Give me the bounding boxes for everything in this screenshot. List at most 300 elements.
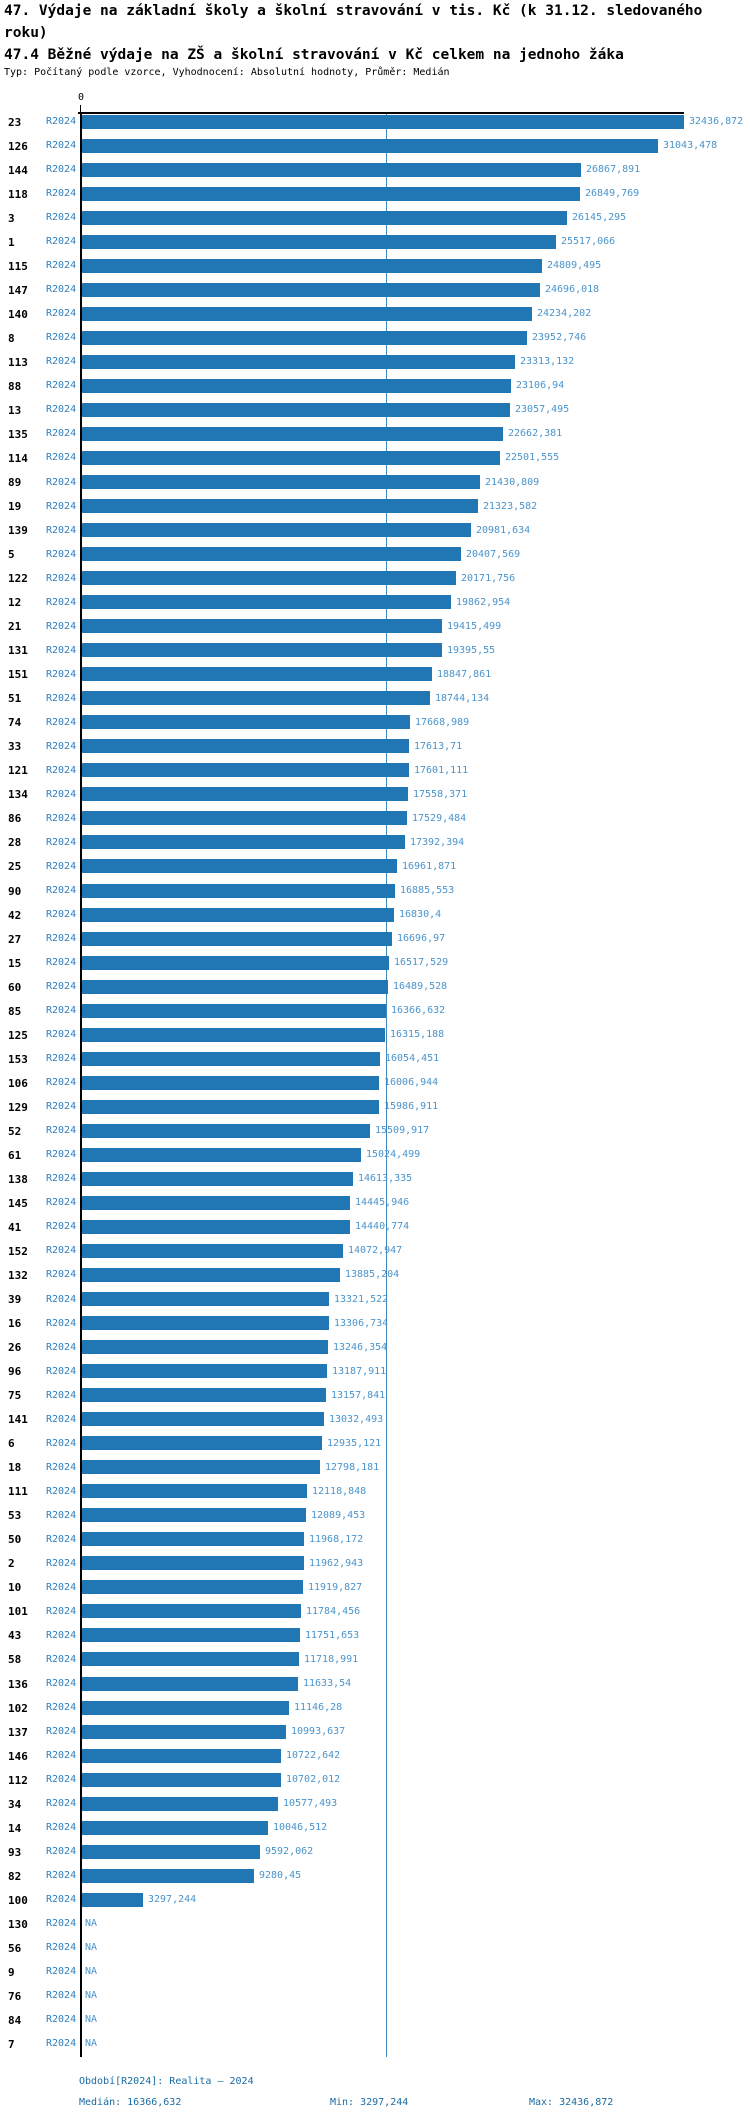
row-value-label: 18847,861 [437,668,492,680]
row-period-label: R2024 [46,404,77,416]
row-bar [82,595,451,609]
row-period-label: R2024 [46,1173,77,1185]
row-bar [82,739,409,753]
row-period-label: R2024 [46,572,77,584]
row-bar [82,187,580,201]
row-period-label: R2024 [46,1293,77,1305]
chart-row [0,1773,750,1787]
row-period-label: R2024 [46,1918,77,1930]
row-period-label: R2024 [46,909,77,920]
chart-row [0,427,750,441]
chart-row [0,1196,750,1210]
row-bar [82,1532,304,1546]
row-value-label: 16885,553 [400,885,455,896]
row-period-label: R2024 [46,500,77,512]
row-period-label: R2024 [46,1461,77,1473]
row-value-label: 23057,495 [515,404,570,416]
chart-row [0,691,750,705]
chart-row [0,859,750,873]
row-value-label: 24809,495 [547,260,602,272]
row-id-label: 144 [8,163,28,177]
row-bar [82,908,394,922]
row-id-label: 43 [8,1629,22,1643]
row-id-label: 90 [8,884,22,898]
row-value-label: 17558,371 [413,788,468,800]
row-id-label: 106 [8,1076,28,1090]
footer-period: Období[R2024]: Realita – 2024 [79,2076,254,2087]
row-id-label: 39 [8,1293,22,1306]
row-period-label: R2024 [46,548,77,560]
chart-row [0,884,750,898]
row-bar [82,1508,306,1522]
row-period-label: R2024 [46,788,77,800]
row-period-label: R2024 [46,1341,77,1353]
row-bar [82,1004,386,1018]
row-id-label: 25 [8,860,22,874]
row-id-label: 82 [8,1869,22,1883]
row-bar [82,355,515,369]
row-id-label: 9 [8,1965,15,1979]
row-bar [82,1028,385,1042]
row-value-label: 21323,582 [483,500,538,512]
chart-row [0,1484,750,1498]
row-bar [82,619,442,633]
row-bar [82,1220,350,1234]
chart-row [0,139,750,153]
row-bar [82,763,409,777]
row-value-label: 14072,947 [348,1245,403,1257]
row-period-label: R2024 [46,1125,77,1137]
chart-row [0,1749,750,1763]
row-period-label: R2024 [46,620,77,632]
chart-row [0,1580,750,1594]
row-id-label: 10 [8,1581,22,1595]
row-bar [82,139,658,153]
row-value-label: 15024,499 [366,1149,421,1161]
row-period-label: R2024 [46,380,77,392]
row-bar [82,1412,324,1426]
row-bar [82,667,432,681]
footer-max: Max: 32436,872 [529,2097,614,2108]
row-period-label: R2024 [46,1557,77,1569]
chart-row [0,1412,750,1426]
row-period-label: R2024 [46,1990,77,2002]
row-value-label: 13885,204 [345,1269,400,1281]
row-period-label: R2024 [46,860,77,872]
row-bar [82,379,511,393]
row-id-label: 1 [8,235,15,249]
chart-row [0,1701,750,1715]
chart-row [0,1797,750,1811]
row-bar [82,643,442,657]
row-bar [82,451,500,465]
row-period-label: R2024 [46,1581,77,1593]
row-id-label: 118 [8,187,28,201]
row-id-label: 134 [8,788,28,802]
row-bar [82,1052,380,1066]
chart-row [0,811,750,825]
row-value-label: 11633,54 [303,1678,352,1689]
chart-row [0,1532,750,1546]
row-id-label: 75 [8,1389,22,1403]
row-id-label: 12 [8,596,22,610]
row-id-label: 14 [8,1821,22,1835]
row-id-label: 23 [8,115,22,129]
row-bar [82,283,540,297]
row-value-label: 31043,478 [663,140,718,151]
chart-row [0,1316,750,1330]
row-period-label: R2024 [46,1485,77,1497]
row-id-label: 151 [8,668,28,682]
row-value-label: 24234,202 [537,308,592,320]
row-value-label: 17613,71 [414,740,463,752]
chart-row [0,1148,750,1162]
row-value-label: NA [85,1918,98,1930]
row-bar [82,1556,304,1570]
row-id-label: 141 [8,1413,28,1427]
row-bar [82,1148,361,1162]
row-period-label: R2024 [46,1317,77,1329]
row-value-label: 22501,555 [505,452,560,464]
row-id-label: 52 [8,1124,22,1138]
row-id-label: 139 [8,524,28,537]
chart-row [0,595,750,609]
row-value-label: 10046,512 [273,1822,328,1834]
row-value-label: 12089,453 [311,1509,366,1521]
row-id-label: 61 [8,1148,22,1162]
row-bar [82,547,461,561]
indicator-title: 47.4 Běžné výdaje na ZŠ a školní stravování v Kč celkem na jednoho žáka [4,47,624,63]
row-value-label: NA [85,1990,98,2002]
row-value-label: 21430,809 [485,476,540,488]
row-id-label: 34 [8,1797,22,1811]
row-value-label: 23106,94 [516,380,565,392]
row-id-label: 7 [8,2037,15,2051]
row-id-label: 100 [8,1893,28,1907]
row-period-label: R2024 [46,1726,77,1737]
row-bar [82,523,471,537]
row-id-label: 96 [8,1365,22,1379]
row-period-label: R2024 [46,1005,77,1017]
chart-row [0,211,750,225]
report-title-line2: roku) [4,25,48,41]
row-id-label: 76 [8,1989,22,2003]
row-value-label: 10702,012 [286,1774,341,1786]
row-period-label: R2024 [46,1149,77,1161]
row-value-label: 14445,946 [355,1197,410,1209]
row-value-label: 11751,653 [305,1629,360,1641]
row-value-label: NA [85,1942,98,1954]
row-value-label: 17392,394 [410,836,465,848]
chart-row [0,1556,750,1570]
row-id-label: 140 [8,307,28,321]
chart-row [0,932,750,946]
row-id-label: 53 [8,1509,22,1523]
row-period-label: R2024 [46,452,77,464]
row-bar [82,1893,143,1907]
row-bar [82,1701,289,1715]
row-id-label: 41 [8,1220,22,1234]
chart-row [0,1652,750,1666]
row-id-label: 28 [8,836,22,850]
row-bar [82,1268,340,1282]
chart-row [0,715,750,729]
row-id-label: 6 [8,1437,15,1451]
row-id-label: 135 [8,427,28,441]
row-period-label: R2024 [46,1221,77,1233]
row-id-label: 58 [8,1653,22,1667]
chart-row [0,1508,750,1522]
chart-row [0,1460,750,1474]
row-bar [82,1364,327,1378]
row-id-label: 3 [8,211,15,225]
row-id-label: 86 [8,812,22,826]
row-period-label: R2024 [46,1798,77,1810]
row-bar [82,1580,303,1594]
chart-row [0,908,750,922]
row-period-label: R2024 [46,1942,77,1954]
chart-row [0,1604,750,1618]
row-value-label: 16489,528 [393,981,448,993]
row-value-label: 10722,642 [286,1750,341,1761]
row-bar [82,1725,286,1739]
chart-row [0,1364,750,1378]
chart-row [0,667,750,681]
row-bar [82,163,581,177]
chart-row [0,499,750,513]
chart-row [0,1292,750,1306]
row-id-label: 21 [8,620,22,634]
row-bar [82,1484,307,1498]
chart-row [0,1124,750,1138]
chart-row [0,379,750,393]
chart-row [0,547,750,561]
chart-row [0,1436,750,1450]
chart-row [0,1965,750,1979]
row-value-label: 20981,634 [476,524,531,536]
chart-row [0,1100,750,1114]
row-period-label: R2024 [46,933,77,944]
chart-row [0,1725,750,1739]
row-id-label: 102 [8,1701,28,1715]
row-value-label: 26867,891 [586,164,641,176]
chart-row [0,1989,750,2003]
row-id-label: 145 [8,1196,28,1210]
row-value-label: 11146,28 [294,1702,343,1713]
row-bar [82,1677,298,1691]
row-period-label: R2024 [46,1269,77,1281]
row-id-label: 85 [8,1004,22,1018]
chart-row [0,787,750,801]
row-id-label: 27 [8,932,22,946]
row-bar [82,1388,326,1402]
row-value-label: NA [85,2038,98,2050]
row-period-label: R2024 [46,260,77,272]
chart-row [0,1052,750,1066]
chart-row [0,307,750,321]
row-id-label: 126 [8,139,28,153]
row-bar [82,499,478,513]
row-bar [82,715,410,729]
chart-row [0,1220,750,1234]
row-value-label: 11919,827 [308,1581,363,1593]
row-period-label: R2024 [46,308,77,320]
row-period-label: R2024 [46,1846,77,1858]
chart-row [0,163,750,177]
row-bar [82,1100,379,1114]
row-id-label: 121 [8,764,28,778]
chart-row [0,1172,750,1186]
row-id-label: 26 [8,1341,22,1354]
row-bar [82,571,456,585]
row-value-label: 12798,181 [325,1461,380,1473]
row-value-label: 11718,991 [304,1653,359,1665]
row-value-label: NA [85,2014,98,2026]
row-id-label: 115 [8,259,28,273]
row-id-label: 129 [8,1100,28,1114]
row-bar [82,1845,260,1859]
row-value-label: 17601,111 [414,764,469,776]
row-id-label: 56 [8,1941,22,1955]
chart-row [0,643,750,657]
row-bar [82,932,392,946]
chart-row [0,980,750,994]
chart-row [0,1340,750,1354]
chart-row [0,763,750,777]
row-value-label: 23952,746 [532,332,587,344]
row-bar [82,811,407,825]
row-id-label: 84 [8,2013,22,2027]
row-period-label: R2024 [46,836,77,848]
row-period-label: R2024 [46,596,77,608]
row-bar [82,1340,328,1354]
row-period-label: R2024 [46,1029,77,1041]
row-id-label: 122 [8,572,28,586]
row-id-label: 138 [8,1172,28,1186]
row-value-label: 19415,499 [447,620,502,632]
row-period-label: R2024 [46,1053,77,1065]
chart-row [0,331,750,345]
row-value-label: 16366,632 [391,1005,446,1017]
row-period-label: R2024 [46,1822,77,1834]
row-period-label: R2024 [46,1197,77,1209]
row-period-label: R2024 [46,981,77,993]
row-id-label: 16 [8,1317,22,1330]
row-value-label: 11784,456 [306,1605,361,1617]
row-bar [82,1436,322,1450]
chart-row [0,1845,750,1859]
row-period-label: R2024 [46,644,77,656]
row-period-label: R2024 [46,2014,77,2026]
row-id-label: 19 [8,500,22,513]
chart-row [0,1941,750,1955]
row-bar [82,835,405,849]
row-value-label: 13187,911 [332,1365,387,1377]
row-bar [82,403,510,417]
chart-row [0,1028,750,1042]
row-period-label: R2024 [46,1629,77,1641]
report-title-line1: 47. Výdaje na základní školy a školní stravování v tis. Kč (k 31.12. sledovaného [4,3,703,19]
row-bar [82,859,397,873]
row-bar [82,1292,329,1306]
row-id-label: 146 [8,1749,28,1763]
row-value-label: 26145,295 [572,212,627,224]
row-id-label: 137 [8,1725,28,1739]
chart-row [0,235,750,249]
chart-row [0,619,750,633]
row-period-label: R2024 [46,116,77,127]
row-period-label: R2024 [46,188,77,200]
row-value-label: NA [85,1966,98,1978]
row-period-label: R2024 [46,740,77,752]
row-value-label: 18744,134 [435,692,490,704]
chart-row [0,1677,750,1691]
row-value-label: 13246,354 [333,1341,388,1353]
row-bar [82,1076,379,1090]
row-id-label: 125 [8,1028,28,1042]
row-value-label: 15986,911 [384,1101,439,1113]
row-id-label: 13 [8,403,22,417]
row-bar [82,1652,299,1666]
row-bar [82,1604,301,1618]
row-id-label: 74 [8,716,22,730]
row-bar [82,259,542,273]
row-period-label: R2024 [46,716,77,728]
chart-row [0,355,750,369]
row-period-label: R2024 [46,668,77,680]
row-period-label: R2024 [46,212,77,224]
chart-row [0,2037,750,2051]
row-value-label: 23313,132 [520,356,575,368]
row-id-label: 114 [8,451,28,465]
row-value-label: 11962,943 [309,1557,364,1569]
row-id-label: 93 [8,1845,22,1859]
row-value-label: 17668,989 [415,716,470,728]
row-period-label: R2024 [46,428,77,440]
chart-row [0,956,750,970]
row-id-label: 152 [8,1244,28,1258]
row-value-label: 22662,381 [508,428,563,440]
row-value-label: 16517,529 [394,957,449,969]
row-period-label: R2024 [46,1894,77,1906]
row-value-label: 3297,244 [148,1894,197,1906]
row-bar [82,1316,329,1330]
row-period-label: R2024 [46,1389,77,1401]
row-value-label: 13306,734 [334,1317,389,1329]
row-bar [82,691,430,705]
row-bar [82,1460,320,1474]
indicator-meta: Typ: Počítaný podle vzorce, Vyhodnocení: Absolutní hodnoty, Průměr: Medián [4,67,450,78]
row-value-label: 9592,062 [265,1846,314,1858]
row-period-label: R2024 [46,1437,77,1449]
row-id-label: 33 [8,740,22,754]
row-bar [82,211,567,225]
row-period-label: R2024 [46,1245,77,1257]
row-id-label: 113 [8,355,28,369]
row-period-label: R2024 [46,284,77,296]
chart-row [0,1821,750,1835]
chart-row [0,475,750,489]
row-period-label: R2024 [46,1702,77,1713]
chart-row [0,283,750,297]
row-period-label: R2024 [46,332,77,344]
row-value-label: 12118,848 [312,1485,367,1497]
row-value-label: 11968,172 [309,1533,364,1545]
row-value-label: 10577,493 [283,1798,338,1810]
row-bar [82,1749,281,1763]
row-bar [82,475,480,489]
row-id-label: 42 [8,908,22,922]
